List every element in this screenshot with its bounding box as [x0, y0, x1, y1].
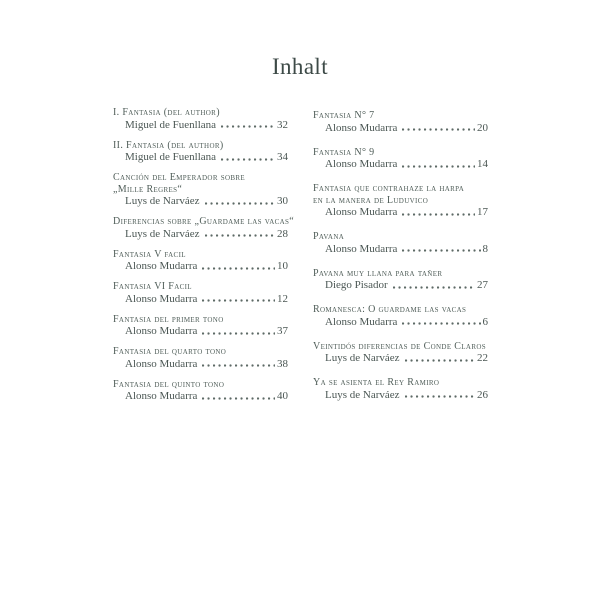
dot-leader	[202, 332, 275, 335]
piece-title-line: Fantasia VI Facil	[113, 281, 192, 293]
toc-entry	[113, 314, 288, 338]
piece-title-line: en la manera de Luduvico	[313, 194, 429, 206]
page-number: 10	[277, 260, 288, 273]
composer-row	[113, 358, 288, 370]
page-number: 22	[477, 352, 488, 365]
composer-name: Alonso Mudarra	[125, 325, 198, 338]
composer-name: Alonso Mudarra	[125, 357, 198, 370]
composer-row	[113, 390, 288, 402]
piece-title-line: Pavana muy llana para tañer	[313, 267, 443, 279]
dot-leader	[221, 158, 275, 161]
dot-leader	[202, 267, 275, 270]
dot-leader	[405, 359, 475, 362]
page-number: 8	[482, 242, 488, 255]
piece-title-line: Romanesca: O guardame las vacas	[313, 304, 467, 316]
composer-row	[113, 293, 288, 305]
piece-title-line: Fantasia del quinto tono	[113, 378, 225, 390]
composer-row	[113, 151, 288, 163]
composer-name: Alonso Mudarra	[325, 206, 398, 219]
page-number: 20	[477, 121, 488, 134]
toc-entry	[113, 216, 295, 240]
composer-name: Luys de Narváez	[125, 195, 200, 208]
piece-title-line: Fantasia que contrahaze la harpa	[313, 183, 465, 195]
toc-entry	[113, 249, 288, 273]
piece-title-line: Canción del Emperador sobre	[113, 172, 246, 184]
toc-entry	[113, 172, 288, 207]
toc-entry	[313, 304, 488, 328]
piece-title-line: Fantasia del primer tono	[113, 313, 224, 325]
composer-name: Alonso Mudarra	[325, 315, 398, 328]
composer-row	[113, 228, 288, 240]
composer-row	[313, 389, 488, 401]
composer-name: Alonso Mudarra	[325, 242, 398, 255]
page-number: 12	[277, 292, 288, 305]
dot-leader	[402, 322, 480, 325]
composer-name: Alonso Mudarra	[325, 121, 398, 134]
piece-title-line: Diferencias sobre „Guardame las vacas“	[113, 216, 295, 228]
page-number: 37	[277, 325, 288, 338]
composer-name: Diego Pisador	[325, 279, 388, 292]
composer-row	[113, 119, 288, 131]
composer-name: Alonso Mudarra	[125, 390, 198, 403]
page-number: 38	[277, 357, 288, 370]
toc-entry	[113, 281, 288, 305]
toc-entry	[313, 268, 488, 292]
composer-row	[313, 206, 488, 218]
composer-name: Miguel de Fuenllana	[125, 151, 217, 164]
composer-row	[113, 325, 288, 337]
toc-entry	[113, 107, 288, 131]
page-number: 14	[477, 158, 488, 171]
toc-column-left	[113, 107, 295, 414]
piece-title-line: Pavana	[313, 231, 345, 243]
toc-entry	[313, 110, 488, 134]
page-title: Inhalt	[271, 54, 329, 79]
composer-row	[313, 122, 488, 134]
toc-entry	[113, 379, 288, 403]
page-number: 28	[277, 227, 288, 240]
dot-leader	[202, 299, 275, 302]
dot-leader	[402, 213, 475, 216]
composer-name: Luys de Narváez	[125, 227, 200, 240]
composer-row	[313, 158, 488, 170]
dot-leader	[402, 249, 480, 252]
composer-row	[313, 279, 488, 291]
composer-row	[113, 195, 288, 207]
composer-name: Miguel de Fuenllana	[125, 118, 217, 131]
page-number: 6	[482, 315, 488, 328]
toc-entry	[113, 140, 288, 164]
page-number: 17	[477, 206, 488, 219]
piece-title-line: II. Fantasia (del author)	[113, 139, 224, 151]
dot-leader	[402, 128, 475, 131]
composer-row	[313, 352, 488, 364]
page-number: 40	[277, 390, 288, 403]
composer-name: Alonso Mudarra	[325, 158, 398, 171]
toc-entry	[313, 183, 488, 218]
piece-title-line: Ya se asienta el Rey Ramiro	[313, 377, 440, 389]
composer-name: Alonso Mudarra	[125, 292, 198, 305]
composer-row	[313, 243, 488, 255]
composer-row	[313, 316, 488, 328]
toc-entry	[313, 231, 488, 255]
piece-title-line: Veintidós diferencias de Conde Claros	[313, 340, 487, 352]
dot-leader	[221, 125, 275, 128]
dot-leader	[205, 202, 275, 205]
page-number: 27	[477, 279, 488, 292]
toc-entry	[313, 341, 488, 365]
dot-leader	[202, 397, 275, 400]
page-number: 30	[277, 195, 288, 208]
composer-name: Luys de Narváez	[325, 352, 400, 365]
page-number: 26	[477, 388, 488, 401]
piece-title-line: I. Fantasia (del author)	[113, 107, 220, 119]
toc-entry	[313, 377, 488, 401]
piece-title-line: Fantasia V facil	[113, 248, 186, 260]
toc-entry	[113, 346, 288, 370]
dot-leader	[202, 364, 275, 367]
composer-row	[113, 260, 288, 272]
piece-title-line: „Mille Regres“	[113, 183, 183, 195]
dot-leader	[393, 286, 475, 289]
page-number: 32	[277, 118, 288, 131]
piece-title-line: Fantasia del quarto tono	[113, 346, 227, 358]
dot-leader	[205, 234, 275, 237]
page-number: 34	[277, 151, 288, 164]
piece-title-line: Fantasia N° 9	[313, 146, 375, 158]
toc-entry	[313, 147, 488, 171]
composer-name: Luys de Narváez	[325, 388, 400, 401]
toc-column-right	[313, 107, 488, 414]
dot-leader	[402, 165, 475, 168]
toc-columns	[113, 107, 488, 414]
composer-name: Alonso Mudarra	[125, 260, 198, 273]
dot-leader	[405, 395, 475, 398]
piece-title-line: Fantasia N° 7	[313, 110, 375, 122]
